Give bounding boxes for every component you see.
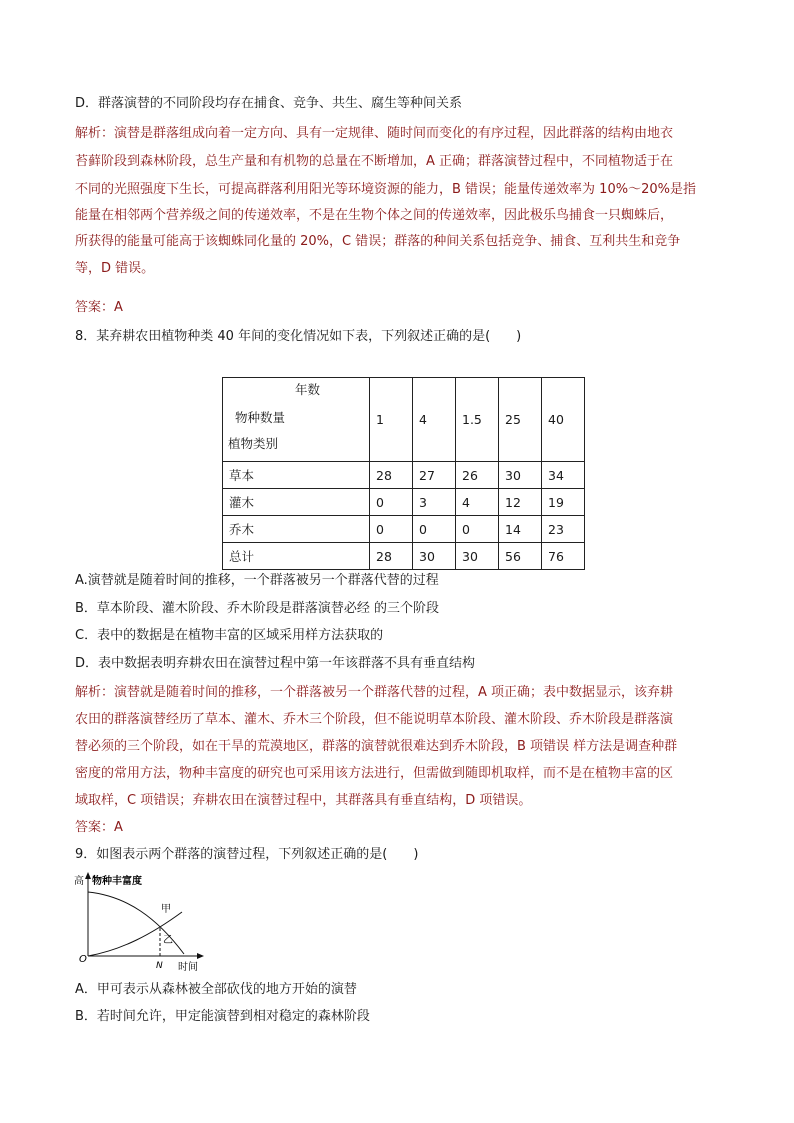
value-cell: 28: [370, 462, 413, 489]
q7-analysis-line: 等，D 错误。: [75, 261, 155, 276]
q7-analysis-line: 能量在相邻两个营养级之间的传递效率，不是在生物个体之间的传递效率，因此极乐鸟捕食一只蜘蛛后，: [75, 208, 674, 223]
value-cell: 14: [499, 516, 542, 543]
x-mark-n-label: N: [156, 961, 163, 971]
q8-option-d: D．表中数据表明弃耕农田在演替过程中第一年该群落不具有垂直结构: [75, 656, 476, 671]
value-cell: 30: [456, 543, 499, 570]
value-cell: 76: [542, 543, 585, 570]
q8-option-b: B．草本阶段、灌木阶段、乔木阶段是群落演替必经 的三个阶段: [75, 601, 440, 616]
row-label: 灌木: [223, 489, 370, 516]
q7-analysis-line: 苔藓阶段到森林阶段，总生产量和有机物的总量在不断增加，A 正确；群落演替过程中，不同植物适于在: [75, 154, 674, 169]
q8-analysis-line: 替必须的三个阶段，如在干旱的荒漠地区，群落的演替就很难达到乔木阶段，B 项错误 样方法是调查种群: [75, 739, 678, 754]
year-cell: 40: [542, 378, 585, 462]
value-cell: 28: [370, 543, 413, 570]
year-cell: 4: [413, 378, 456, 462]
y-axis-arrow-icon: [85, 872, 91, 879]
table-row: [223, 516, 585, 543]
row-label: 草本: [223, 462, 370, 489]
q9-option-b: B．若时间允许，甲定能演替到相对稳定的森林阶段: [75, 1009, 370, 1024]
value-cell: 12: [499, 489, 542, 516]
table-row: [223, 543, 585, 570]
value-cell: 30: [413, 543, 456, 570]
origin-label: O: [79, 954, 87, 965]
x-axis-arrow-icon: [197, 953, 204, 959]
value-cell: 30: [499, 462, 542, 489]
q7-analysis-line: 不同的光照强度下生长，可提高群落利用阳光等环境资源的能力，B 错误；能量传递效率为 10%～20%是指: [75, 182, 696, 197]
value-cell: 4: [456, 489, 499, 516]
table-row: [223, 489, 585, 516]
value-cell: 19: [542, 489, 585, 516]
value-cell: 0: [370, 516, 413, 543]
year-cell: 1.5: [456, 378, 499, 462]
header-plant-type: 植物类别: [228, 436, 279, 451]
curve-yi-label: 乙: [163, 935, 173, 946]
header-species-count: 物种数量: [235, 410, 286, 425]
q8-analysis-line: 农田的群落演替经历了草本、灌木、乔木三个阶段，但不能说明草本阶段、灌木阶段、乔木阶段是群落演: [75, 712, 674, 727]
q7-answer: 答案：A: [75, 300, 123, 315]
row-label: 乔木: [223, 516, 370, 543]
q8-stem: 8．某弃耕农田植物种类 40 年间的变化情况如下表，下列叙述正确的是( ): [75, 329, 522, 344]
q8-option-c: C．表中的数据是在植物丰富的区域采用样方法获取的: [75, 628, 384, 643]
value-cell: 0: [413, 516, 456, 543]
value-cell: 3: [413, 489, 456, 516]
year-cell: 25: [499, 378, 542, 462]
q8-option-a: A.演替就是随着时间的推移，一个群落被另一个群落代替的过程: [75, 573, 439, 588]
q8-answer: 答案：A: [75, 820, 123, 835]
value-cell: 0: [456, 516, 499, 543]
y-axis-high-label: 高: [74, 876, 84, 887]
q9-stem: 9．如图表示两个群落的演替过程，下列叙述正确的是( ): [75, 847, 419, 862]
x-axis-label: 时间: [178, 962, 198, 972]
value-cell: 0: [370, 489, 413, 516]
value-cell: 34: [542, 462, 585, 489]
q8-analysis-line: 域取样，C 项错误；弃耕农田在演替过程中，其群落具有垂直结构，D 项错误。: [75, 793, 532, 808]
row-label: 总计: [223, 543, 370, 570]
value-cell: 27: [413, 462, 456, 489]
value-cell: 23: [542, 516, 585, 543]
year-cell: 1: [370, 378, 413, 462]
y-axis-label: 物种丰富度: [92, 876, 142, 887]
value-cell: 56: [499, 543, 542, 570]
curve-jia-label: 甲: [161, 904, 171, 915]
succession-graph: [72, 870, 212, 972]
q8-analysis-line: 解析：演替就是随着时间的推移，一个群落被另一个群落代替的过程，A 项正确；表中数据显示，该弃耕: [75, 685, 674, 700]
q7-analysis-line: 解析：演替是群落组成向着一定方向、具有一定规律、随时间而变化的有序过程，因此群落的结构由地衣: [75, 126, 674, 141]
species-table: [222, 377, 585, 570]
q7-analysis-line: 所获得的能量可能高于该蜘蛛同化量的 20%，C 错误；群落的种间关系包括竞争、捕食、互利共生和竞争: [75, 234, 681, 249]
value-cell: 26: [456, 462, 499, 489]
q9-option-a: A．甲可表示从森林被全部砍伐的地方开始的演替: [75, 982, 357, 997]
q8-analysis-line: 密度的常用方法，物种丰富度的研究也可采用该方法进行，但需做到随即机取样，而不是在植物丰富的区: [75, 766, 674, 781]
table-header-diagonal-cell: [223, 378, 370, 462]
q7-option-d: D．群落演替的不同阶段均存在捕食、竞争、共生、腐生等种间关系: [75, 96, 463, 111]
table-row: [223, 462, 585, 489]
header-year: 年数: [295, 382, 321, 397]
